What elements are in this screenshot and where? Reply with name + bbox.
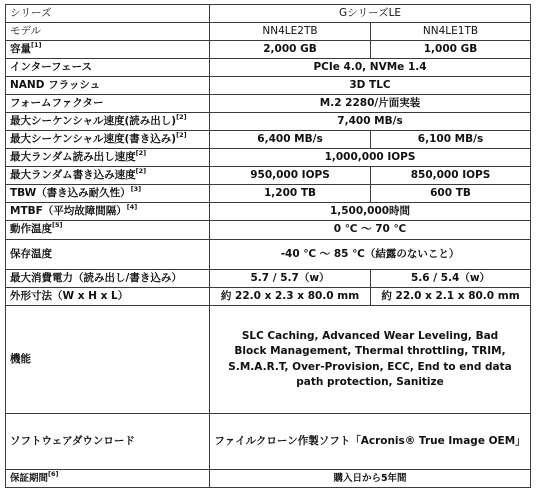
mtbf-label: MTBF（平均故障間隔） <box>10 204 127 217</box>
spec-table <box>5 4 531 488</box>
mtbf-value: 1,500,000時間 <box>210 203 531 221</box>
row-warranty <box>6 470 531 488</box>
op-temp-label-cell <box>6 221 210 240</box>
warranty-label-cell <box>6 470 210 488</box>
interface-value: PCIe 4.0, NVMe 1.4 <box>210 59 531 77</box>
software-label: ソフトウェアダウンロード <box>6 414 210 470</box>
rand-read-value: 1,000,000 IOPS <box>210 149 531 167</box>
seq-write-note: [2] <box>176 130 187 139</box>
capacity-note: [1] <box>31 40 42 49</box>
seq-read-label: 最大シーケンシャル速度(読み出し) <box>10 114 177 127</box>
rand-read-note: [2] <box>135 148 147 157</box>
nand-label: NAND フラッシュ <box>6 77 210 95</box>
row-nand <box>6 77 531 95</box>
features-label: 機能 <box>6 306 210 414</box>
row-power <box>6 270 531 288</box>
model-2tb-value: NN4LE2TB <box>210 23 371 41</box>
rand-write-2tb-value: 950,000 IOPS <box>210 167 371 185</box>
dimensions-1tb-value: 約 22.0 x 2.1 x 80.0 mm <box>371 288 531 306</box>
row-dimensions <box>6 288 531 306</box>
row-model <box>6 23 531 41</box>
row-capacity <box>6 41 531 59</box>
op-temp-value: 0 ℃ ～ 70 ℃ <box>210 221 531 240</box>
dimensions-label: 外形寸法（W x H x L） <box>6 288 210 306</box>
software-value: ファイルクローン作製ソフト「Acronis® True Image OEM」 <box>210 414 531 470</box>
series-label: シリーズ <box>6 5 210 23</box>
seq-read-value: 7,400 MB/s <box>210 113 531 131</box>
tbw-2tb-value: 1,200 TB <box>210 185 371 203</box>
mtbf-note: [4] <box>126 202 138 211</box>
row-rand-read <box>6 149 531 167</box>
power-2tb-value: 5.7 / 5.7（w） <box>210 270 371 288</box>
tbw-label: TBW（書き込み耐久性） <box>10 186 131 199</box>
seq-read-note: [2] <box>176 112 187 121</box>
rand-write-label: 最大ランダム書き込み速度 <box>10 168 136 181</box>
seq-write-1tb-value: 6,100 MB/s <box>371 131 531 149</box>
capacity-label-cell <box>6 41 210 59</box>
row-features <box>6 306 531 414</box>
row-op-temp <box>6 221 531 240</box>
rand-write-note: [2] <box>135 166 147 175</box>
capacity-2tb-value: 2,000 GB <box>210 41 371 59</box>
storage-temp-value: -40 ℃ ～ 85 ℃（結露のないこと） <box>210 240 531 270</box>
row-rand-write <box>6 167 531 185</box>
form-factor-value: M.2 2280/片面実装 <box>210 95 531 113</box>
features-value: SLC Caching, Advanced Wear Leveling, Bad Block Management, Thermal throttling, TRIM, S.M.A.R.T, Over-Provision, ECC, End to end data path protection, Sanitize <box>210 306 531 414</box>
model-1tb-value: NN4LE1TB <box>371 23 531 41</box>
power-1tb-value: 5.6 / 5.4（w） <box>371 270 531 288</box>
tbw-label-cell <box>6 185 210 203</box>
dimensions-2tb-value: 約 22.0 x 2.3 x 80.0 mm <box>210 288 371 306</box>
row-series <box>6 5 531 23</box>
row-interface <box>6 59 531 77</box>
form-factor-label: フォームファクター <box>6 95 210 113</box>
warranty-label: 保証期間 <box>10 472 49 484</box>
row-form-factor <box>6 95 531 113</box>
row-mtbf <box>6 203 531 221</box>
tbw-1tb-value: 600 TB <box>371 185 531 203</box>
model-label: モデル <box>6 23 210 41</box>
tbw-note: [3] <box>130 184 142 193</box>
interface-label: インターフェース <box>6 59 210 77</box>
series-value: GシリーズLE <box>210 5 531 23</box>
capacity-1tb-value: 1,000 GB <box>371 41 531 59</box>
seq-write-label-cell <box>6 131 210 149</box>
row-seq-read <box>6 113 531 131</box>
nand-value: 3D TLC <box>210 77 531 95</box>
rand-read-label: 最大ランダム読み出し速度 <box>10 150 136 163</box>
mtbf-label-cell <box>6 203 210 221</box>
capacity-label: 容量 <box>10 42 31 55</box>
op-temp-note: [5] <box>52 221 63 230</box>
seq-write-2tb-value: 6,400 MB/s <box>210 131 371 149</box>
row-software <box>6 414 531 470</box>
seq-read-label-cell <box>6 113 210 131</box>
row-tbw <box>6 185 531 203</box>
rand-write-label-cell <box>6 167 210 185</box>
power-label: 最大消費電力（読み出し/書き込み） <box>6 270 210 288</box>
row-storage-temp <box>6 240 531 270</box>
seq-write-label: 最大シーケンシャル速度(書き込み) <box>10 132 177 145</box>
warranty-value: 購入日から5年間 <box>210 470 531 488</box>
warranty-note: [6] <box>48 469 59 478</box>
rand-write-1tb-value: 850,000 IOPS <box>371 167 531 185</box>
storage-temp-label: 保存温度 <box>6 240 210 270</box>
op-temp-label: 動作温度 <box>10 223 52 236</box>
rand-read-label-cell <box>6 149 210 167</box>
row-seq-write <box>6 131 531 149</box>
